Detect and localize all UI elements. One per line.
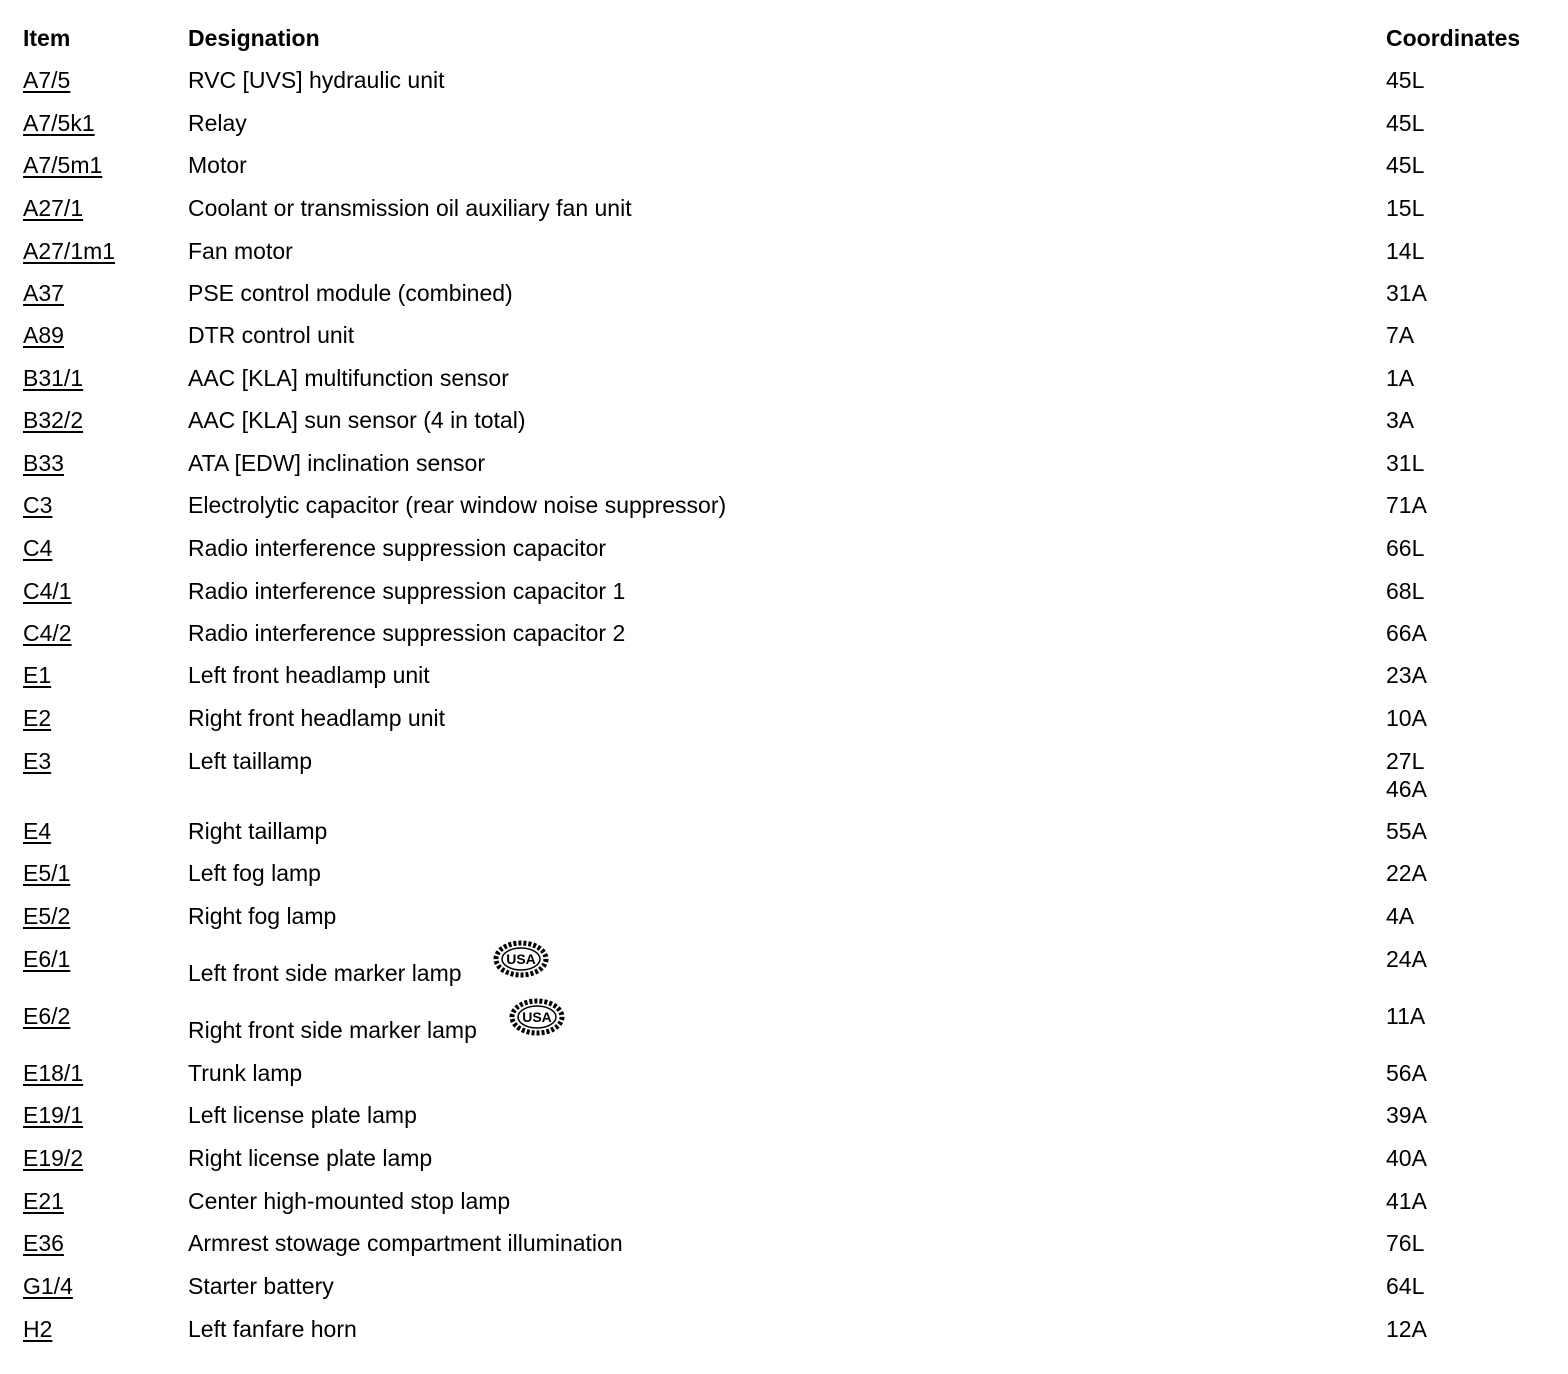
item-link[interactable]: B31/1	[23, 365, 84, 391]
item-link[interactable]: A37	[23, 280, 64, 306]
designation-text: Left front headlamp unit	[188, 662, 430, 688]
coordinates-cell	[1386, 859, 1427, 887]
usa-badge-label: USA	[522, 1009, 552, 1025]
designation-text: Electrolytic capacitor (rear window noise suppressor)	[188, 492, 727, 518]
item-link[interactable]: A27/1m1	[23, 238, 116, 264]
coordinate-value: 1A	[1386, 365, 1415, 391]
item-link[interactable]: E1	[23, 662, 52, 688]
designation-text: Left taillamp	[188, 748, 313, 774]
item-link[interactable]: C4	[23, 535, 53, 561]
coordinate-value: 10A	[1386, 705, 1427, 731]
coordinates-cell	[1386, 109, 1424, 137]
coordinate-value: 14L	[1386, 238, 1425, 264]
coordinates-cell	[1386, 945, 1427, 973]
item-link[interactable]: E18/1	[23, 1060, 84, 1086]
designation-text: Left fog lamp	[188, 860, 321, 886]
designation-text: Left front side marker lamp	[188, 960, 462, 986]
coordinates-cell	[1386, 1229, 1424, 1257]
coordinates-cell	[1386, 491, 1427, 519]
coordinates-cell	[1386, 577, 1424, 605]
coordinate-value: 15L	[1386, 195, 1425, 221]
coordinate-value: 45L	[1386, 110, 1425, 136]
header-coordinates: Coordinates	[1386, 25, 1521, 51]
usa-badge-label: USA	[506, 951, 536, 967]
item-link[interactable]: E5/1	[23, 860, 71, 886]
coordinates-cell	[1386, 704, 1427, 732]
designation-text: Motor	[188, 152, 247, 178]
item-link[interactable]: E2	[23, 705, 52, 731]
item-link[interactable]: E4	[23, 818, 52, 844]
coordinates-cell	[1386, 1002, 1425, 1030]
coordinates-cell	[1386, 817, 1427, 845]
designation-text: Left license plate lamp	[188, 1102, 417, 1128]
designation-text: ATA [EDW] inclination sensor	[188, 450, 485, 476]
coordinates-cell	[1386, 1187, 1427, 1215]
designation-text: Trunk lamp	[188, 1060, 303, 1086]
coordinate-value: 27L	[1386, 748, 1425, 774]
designation-text: Radio interference suppression capacitor	[188, 535, 607, 561]
coordinate-value: 23A	[1386, 662, 1427, 688]
designation-text: RVC [UVS] hydraulic unit	[188, 67, 445, 93]
item-link[interactable]: H2	[23, 1316, 53, 1342]
designation-text: AAC [KLA] multifunction sensor	[188, 365, 509, 391]
item-link[interactable]: C4/1	[23, 578, 72, 604]
coordinates-cell	[1386, 619, 1427, 647]
designation-text: DTR control unit	[188, 322, 355, 348]
item-link[interactable]: A27/1	[23, 195, 84, 221]
usa-icon	[508, 996, 568, 1038]
coordinate-value: 3A	[1386, 407, 1415, 433]
designation-text: Radio interference suppression capacitor 1	[188, 578, 626, 604]
coordinates-cell	[1386, 364, 1414, 392]
item-link[interactable]: E6/1	[23, 946, 71, 972]
coordinate-value: 45L	[1386, 152, 1425, 178]
coordinate-value: 31A	[1386, 280, 1427, 306]
designation-text: Right license plate lamp	[188, 1145, 433, 1171]
coordinate-value: 4A	[1386, 903, 1415, 929]
item-link[interactable]: A7/5k1	[23, 110, 95, 136]
designation-text: Center high-mounted stop lamp	[188, 1188, 511, 1214]
item-link[interactable]: B32/2	[23, 407, 84, 433]
usa-icon	[492, 938, 552, 980]
designation-text: PSE control module (combined)	[188, 280, 513, 306]
coordinate-value: 41A	[1386, 1188, 1427, 1214]
designation-text: Right taillamp	[188, 818, 328, 844]
designation-text: Starter battery	[188, 1273, 334, 1299]
coordinate-value: 45L	[1386, 67, 1425, 93]
item-link[interactable]: A7/5	[23, 67, 71, 93]
item-link[interactable]: B33	[23, 450, 64, 476]
item-link[interactable]: C4/2	[23, 620, 72, 646]
coordinates-cell	[1386, 237, 1424, 265]
coordinates-cell	[1386, 194, 1424, 222]
coordinates-cell	[1386, 902, 1414, 930]
coordinates-cell	[1386, 1315, 1427, 1343]
coordinate-value: 31L	[1386, 450, 1425, 476]
coordinate-value: 40A	[1386, 1145, 1427, 1171]
coordinate-value: 55A	[1386, 818, 1427, 844]
coordinate-value: 39A	[1386, 1102, 1427, 1128]
item-link[interactable]: E36	[23, 1230, 64, 1256]
coordinate-value: 7A	[1386, 322, 1415, 348]
coordinates-cell	[1386, 321, 1414, 349]
coordinate-value: 46A	[1386, 776, 1427, 802]
coordinates-cell	[1386, 1144, 1427, 1172]
coordinate-value: 68L	[1386, 578, 1425, 604]
designation-text: Relay	[188, 110, 247, 136]
coordinates-cell	[1386, 1272, 1424, 1300]
coordinate-value: 76L	[1386, 1230, 1425, 1256]
coordinate-value: 66A	[1386, 620, 1427, 646]
item-link[interactable]: E19/2	[23, 1145, 84, 1171]
designation-text: Right front headlamp unit	[188, 705, 445, 731]
coordinates-cell	[1386, 747, 1427, 803]
designation-text: Fan motor	[188, 238, 293, 264]
coordinates-cell	[1386, 279, 1427, 307]
item-link[interactable]: A89	[23, 322, 64, 348]
header-item: Item	[23, 25, 71, 51]
designation-text: Coolant or transmission oil auxiliary fan unit	[188, 195, 632, 221]
item-link[interactable]: G1/4	[23, 1273, 73, 1299]
coordinates-cell	[1386, 1101, 1427, 1129]
coordinate-value: 22A	[1386, 860, 1427, 886]
coordinate-value: 24A	[1386, 946, 1427, 972]
coordinate-value: 56A	[1386, 1060, 1427, 1086]
item-link[interactable]: E5/2	[23, 903, 71, 929]
coordinates-cell	[1386, 661, 1427, 689]
coordinates-cell	[1386, 534, 1424, 562]
designation-text: Radio interference suppression capacitor 2	[188, 620, 626, 646]
designation-text: Right fog lamp	[188, 903, 337, 929]
item-link[interactable]: E6/2	[23, 1003, 71, 1029]
item-link[interactable]: E21	[23, 1188, 64, 1214]
coordinate-value: 11A	[1386, 1003, 1426, 1029]
item-link[interactable]: A7/5m1	[23, 152, 103, 178]
header-designation: Designation	[188, 25, 320, 51]
designation-text: Right front side marker lamp	[188, 1017, 477, 1043]
item-link[interactable]: C3	[23, 492, 53, 518]
coordinates-cell	[1386, 449, 1424, 477]
coordinate-value: 64L	[1386, 1273, 1425, 1299]
coordinate-value: 12A	[1386, 1316, 1427, 1342]
designation-text: AAC [KLA] sun sensor (4 in total)	[188, 407, 526, 433]
item-link[interactable]: E3	[23, 748, 52, 774]
coordinates-cell	[1386, 66, 1424, 94]
designation-text: Armrest stowage compartment illumination	[188, 1230, 623, 1256]
coordinates-cell	[1386, 151, 1424, 179]
coordinate-value: 66L	[1386, 535, 1425, 561]
designation-text: Left fanfare horn	[188, 1316, 357, 1342]
coordinates-cell	[1386, 406, 1414, 434]
item-link[interactable]: E19/1	[23, 1102, 84, 1128]
coordinates-cell	[1386, 1059, 1427, 1087]
coordinate-value: 71A	[1386, 492, 1427, 518]
